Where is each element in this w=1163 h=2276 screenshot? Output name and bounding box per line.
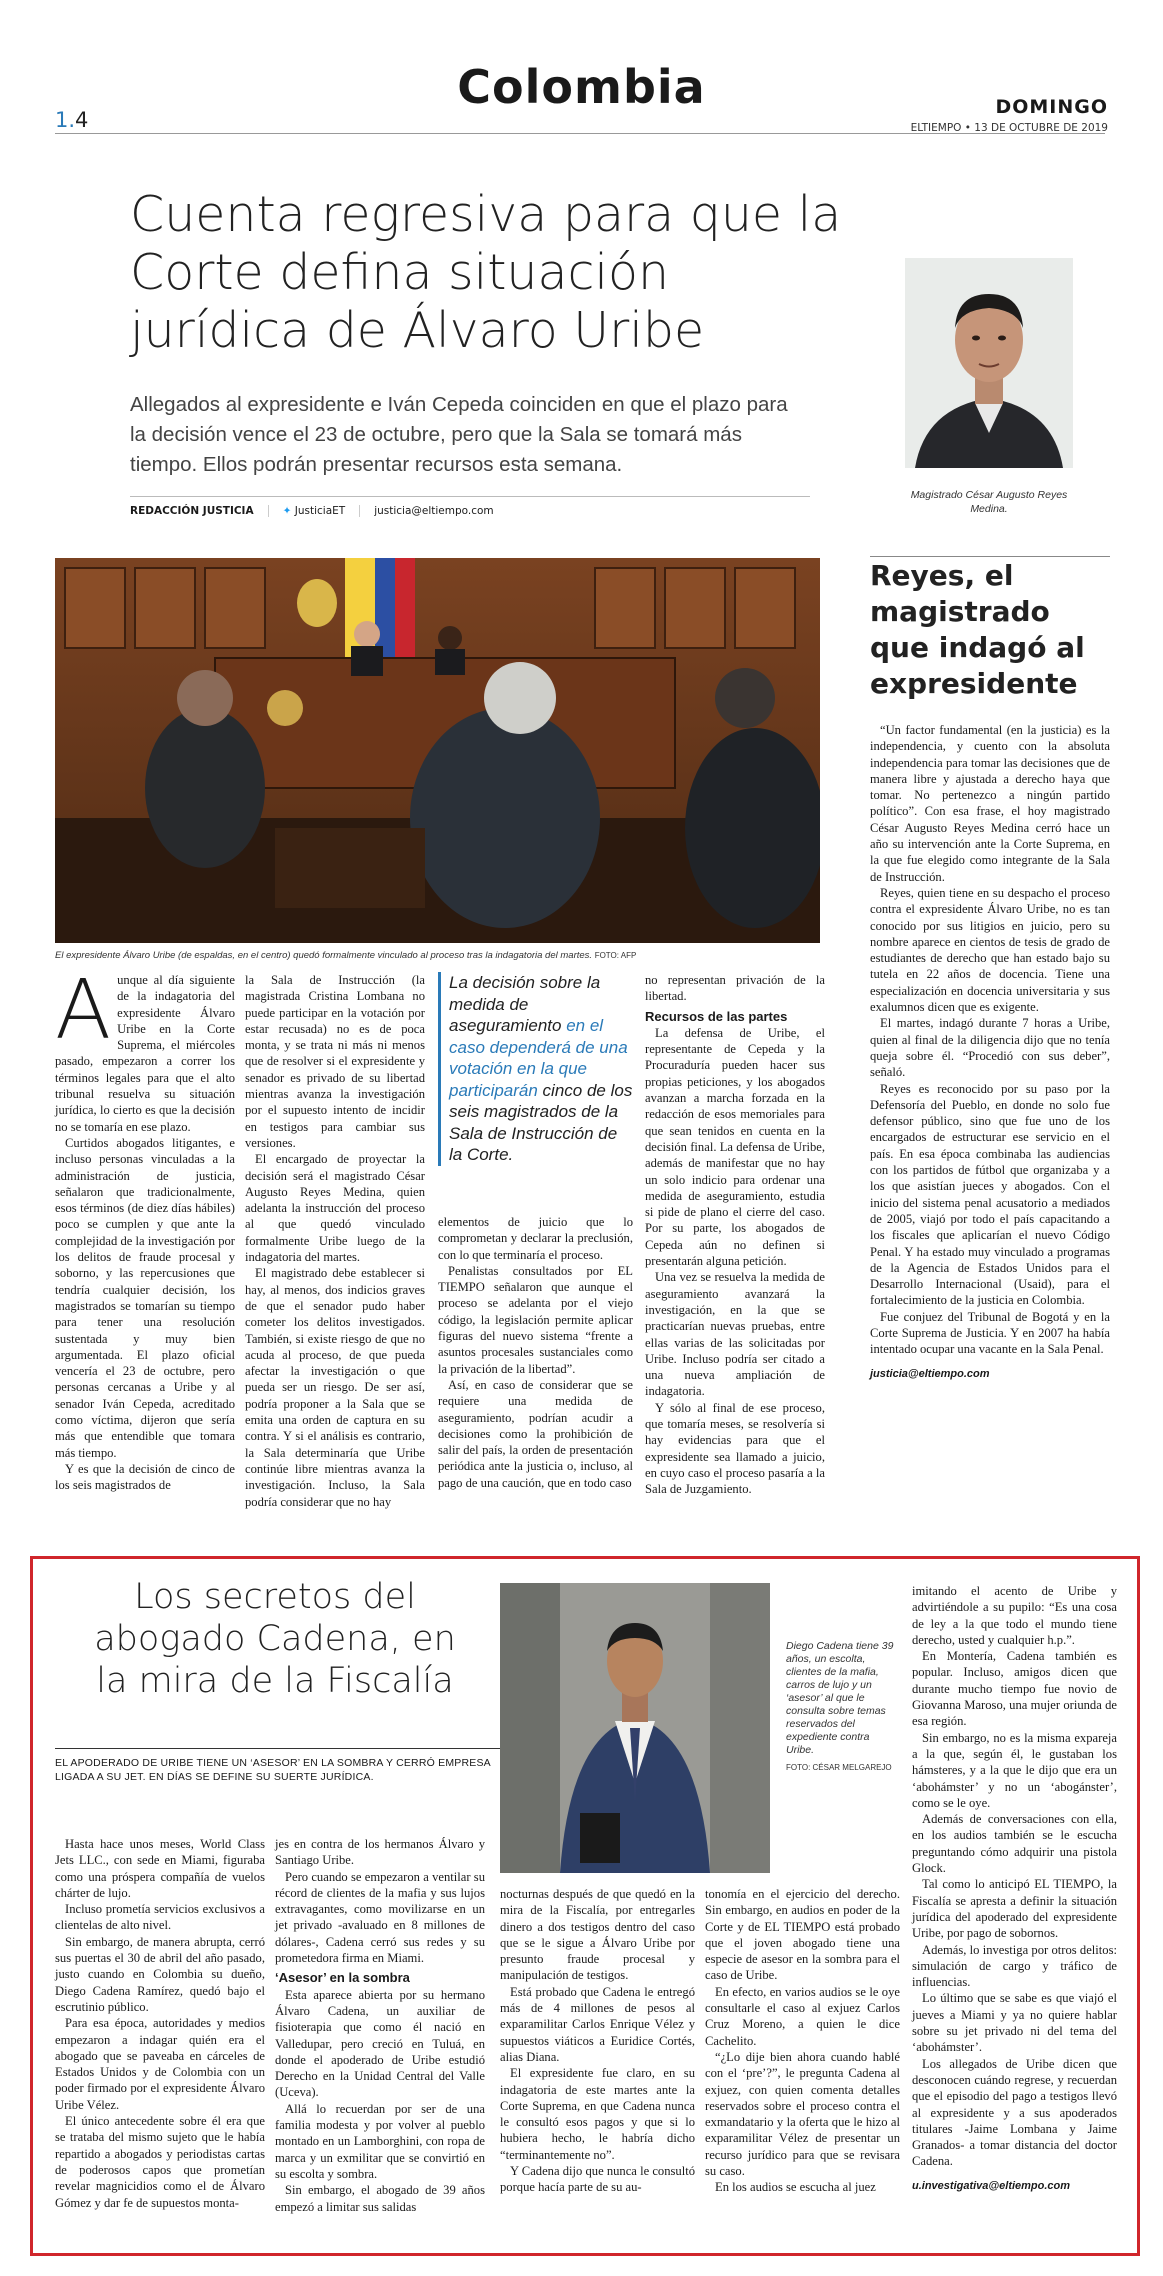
paragraph: En los audios se escucha al juez	[715, 2180, 876, 2195]
paragraph: tonomía en el ejercicio del derecho. Sin embargo, en audios en poder de la Corte y de EL TIEMPO está probado que el joven abogado tiene una especie de asesor en la sombra para el caso de Uribe.	[705, 1887, 900, 1983]
side-signature[interactable]: justicia@eltiempo.com	[870, 1367, 990, 1380]
paragraph: Así, en caso de considerar que se requiere una medida de aseguramiento, podrían acudir a decisiones como la prohibición de salir del país, la orden de presentación periódica ante la justicia o, incluso, al pago de una caución, que en todo caso	[438, 1377, 633, 1490]
paragraph: “¿Lo dije bien ahora cuando hablé con el ‘pre’?”, le pregunta Cadena al exjuez, con quien comenta detalles reservados sobre el proceso contra el exmandatario y la oferta que le hizo al exparamilitar Vélez de presentar un recurso jurídico para que se revisara su caso.	[705, 2049, 900, 2179]
paragraph: Para esa época, autoridades y medios empezaron a indagar quién era el abogado que se paveaba en cárceles de Estados Unidos y de Colombia con un poder firmado por el expresidente Álvaro Uribe Vélez.	[55, 2016, 265, 2112]
pull-quote-part-c: cinco de los seis magistrados de la Sala de Instrucción de la Corte.	[449, 1080, 633, 1164]
headline: Cuenta regresiva para que la Corte defina situación jurídica de Álvaro Uribe	[130, 186, 842, 359]
cadena-photo	[500, 1583, 770, 1873]
paragraph: Hasta hace unos meses, World Class Jets LLC., con sede en Miami, figuraba como una próspera compañía de vuelos chárter de lujo.	[55, 1837, 265, 1900]
byline-email[interactable]: justicia@eltiempo.com	[374, 505, 494, 517]
twitter-handle: JusticiaET	[294, 505, 346, 517]
portrait-illustration	[905, 258, 1073, 468]
box-photo-credit: FOTO: CÉSAR MELGAREJO	[786, 1763, 892, 1772]
pull-quote-part-a: La decisión sobre la medida de aseguramiento	[449, 973, 601, 1035]
box-photo-caption-text: Diego Cadena tiene 39 años, un escolta, clientes de la mafia, carros de lujo y un ‘asesor’ al que le consulta sobre temas reservados del expediente contra Uribe.	[786, 1640, 894, 1756]
paragraph: Está probado que Cadena le entregó más de 4 millones de pesos al exparamilitar Carlos Enrique Vélez y supuestos viáticos a Euridice Cortés, alias Diana.	[500, 1984, 695, 2064]
box-column-4	[705, 1886, 900, 2196]
section-title: Colombia	[457, 60, 706, 114]
article-column-1	[55, 963, 235, 1494]
court-hearing-illustration	[55, 558, 820, 943]
paragraph: El magistrado debe establecer si hay, al menos, dos indicios graves de que el senador pudo haber cometer los delitos investigados. También, si existe riesgo de que no acuda al proceso, de que pueda afectar la investigación o que pueda ser un riesgo. De ser así, podría proponer a la Sala que se emita una orden de captura en su contra. Y si el análisis es contrario, la Sala determinaría que Uribe continúe libre mientras avanza la investigación. Incluso, la Sala podría considerar que no hay	[245, 1266, 425, 1509]
byline-desk: REDACCIÓN JUSTICIA	[130, 505, 269, 517]
paragraph: En Montería, Cadena también es popular. Incluso, amigos dicen que durante mucho tiempo fue novio de Giovanna Maroso, una mujer oriunda de esa región.	[912, 1649, 1117, 1729]
byline	[130, 496, 810, 517]
twitter-icon: ✦	[282, 505, 292, 517]
paragraph: Sin embargo, de manera abrupta, cerró sus puertas el 30 de abril del año pasado, justo cuando en Colombia su dueño, Diego Cadena Ramírez, quedó bajo el escrutinio público.	[55, 1934, 265, 2014]
paragraph: Y Cadena dijo que nunca le consultó porque hacía parte de su au-	[500, 2164, 695, 2195]
side-rule	[870, 556, 1110, 557]
paragraph: El encargado de proyectar la decisión será el magistrado César Augusto Reyes Medina, quien adelanta la instrucción del proceso al que quedó vinculado formalmente Uribe luego de la indagatoria del martes.	[245, 1152, 425, 1265]
court-hearing-photo	[55, 558, 820, 943]
box-column-5	[912, 1583, 1117, 2194]
box-column-2	[275, 1836, 485, 2215]
photo-caption	[55, 950, 820, 961]
page-number-prefix: 1.	[55, 108, 76, 132]
paragraph: Además de conversaciones con ella, en los audios también se le escucha preguntando cómo adquirir una pistola Glock.	[912, 1812, 1117, 1876]
paragraph: unque al día siguiente de la indagatoria del expresidente Álvaro Uribe en la Corte Suprema, el miércoles pasado, empezaron a correr los términos legales para que el alto tribunal resuelva su situación jurídica, lo cierto es que la decisión no se tomaría en ese plazo.	[55, 973, 235, 1134]
box-column-3	[500, 1886, 695, 2196]
day-label: DOMINGO	[995, 96, 1108, 118]
dateline: ELTIEMPO • 13 DE OCTUBRE DE 2019	[910, 122, 1108, 134]
paragraph: la Sala de Instrucción (la magistrada Cristina Lombana no puede participar en la votación por estar recusada) no es de poca monta, y se trata ni más ni menos que de resolver si el expresidente y senador es privado de su libertad mientras avanza la investigación por el supuesto intento de incidir en testigos para cambiar sus versiones.	[245, 973, 425, 1150]
paragraph: En efecto, en varios audios se le oye consultarle el caso al exjuez Carlos Cruz Moreno, a quien le dice Cachelito.	[705, 1984, 900, 2048]
paragraph: Incluso prometía servicios exclusivos a clientelas de alto nivel.	[55, 1902, 265, 1933]
header-rule	[55, 133, 1105, 134]
paragraph: Tal como lo anticipó EL TIEMPO, la Fiscalía se apresta a definir la situación jurídica del apoderado del expresidente Uribe, por pago de sobornos.	[912, 1877, 1117, 1941]
photo-caption-text: El expresidente Álvaro Uribe (de espaldas, en el centro) quedó formalmente vinculado al proceso tras la indagatoria del martes.	[55, 950, 593, 961]
article-column-2	[245, 972, 425, 1510]
paragraph: Una vez se resuelva la medida de aseguramiento avanzará la investigación, en la que se practicarían nuevas pruebas, entre ellas varias de las solicitadas por Uribe. Incluso podría ser citado a una nueva ampliación de indagatoria.	[645, 1270, 825, 1399]
byline-twitter[interactable]	[283, 505, 361, 517]
paragraph: Reyes es reconocido por su paso por la Defensoría del Pueblo, en donde no solo fue defensor público, sino que fue uno de los encargados de estructurar ese servicio en el país. En esa época combinaba las audiencias con los partidos de fútbol que organizaba y a los que asistían jueces y abogados. Con el inicio del sistema penal acusatorio a mediados de 2005, viajó por todo el país capacitando a los fiscales que aplicarían el nuevo Código Penal. Y ha estado muy vinculado a programas de la Agencia de Estados Unidos para el Desarrollo Internacional (Usaid), para el fortalecimiento de la justicia en Colombia.	[870, 1081, 1110, 1308]
paragraph: Y es que la decisión de cinco de los seis magistrados de	[55, 1461, 235, 1493]
box-title: Los secretos del abogado Cadena, en la mira de la Fiscalía	[94, 1577, 456, 1701]
side-story-title: Reyes, el magistrado que indagó al expresidente	[870, 559, 1085, 700]
side-story-body	[870, 722, 1110, 1382]
paragraph: Esta aparece abierta por su hermano Álvaro Cadena, un auxiliar de fisioterapia que como él nació en Valledupar, pero creció en Tuluá, en donde el apoderado de Uribe estudió Derecho en la Unidad Central del Valle (Uceva).	[275, 1987, 485, 2100]
paragraph: imitando el acento de Uribe y advirtiéndole a su pupilo: “Es una cosa de ley a la que todo el mundo tiene derecho, usted y cualquier h.p.”.	[912, 1584, 1117, 1647]
portrait-caption: Magistrado César Augusto Reyes Medina.	[910, 489, 1068, 515]
portrait-photo	[905, 258, 1073, 468]
paragraph: Y sólo al final de ese proceso, que tomaría meses, se resolvería si hay evidencias para que el expresidente sea llamado a juicio, en cuyo caso el proceso pasaría a la Sala de Juzgamiento.	[645, 1400, 825, 1497]
paragraph: Penalistas consultados por EL TIEMPO señalaron que aunque el proceso se adelanta por el viejo código, la legislación permite aplicar figuras del nuevo sistema “frente a asuntos procesales sustanciales como la privación de la libertad”.	[438, 1263, 633, 1376]
paragraph: no representan privación de la libertad.	[645, 973, 825, 1004]
paragraph: Sin embargo, no es la misma expareja a la que, según él, le gustaban los hámsteres, y a la que le dijo que era un ‘abohámster’ y no un ‘abogánster’, como se le oye.	[912, 1730, 1117, 1810]
paragraph: Los allegados de Uribe dicen que desconocen cuándo regrese, y recuerdan que el episodio del pago a testigos llevó al expresidente y a sus apoderados titulares -Jaime Lombana y Jaime Granados- a tomar distancia del doctor Cadena.	[912, 2056, 1117, 2169]
paragraph: El martes, indagó durante 7 horas a Uribe, quien al final de la diligencia dijo que no tenía queja sobre él. “Procedió con sus deber”, señaló.	[870, 1016, 1110, 1080]
article-column-4	[645, 972, 825, 1498]
paragraph: Curtidos abogados litigantes, e incluso personas vinculadas a la administración de justicia, señalaron que tradicionalmente, esos términos (de diez días hábiles) poco se cumplen y que ante la complejidad de la investigación por los delitos de fraude procesal y soborno, y las repercusiones que tendría cualquier decisión, los magistrados se tomarían su tiempo para tener una resolución sustentada y muy bien argumentada. El plazo oficial vencería el 23 de octubre, pero personas cercanas a Uribe y al senador Iván Cepeda, acreditado como víctima, dijeron que sería más que entendible que tomara más tiempo.	[55, 1135, 235, 1460]
cadena-illustration	[500, 1583, 770, 1873]
paragraph: Sin embargo, el abogado de 39 años empezó a limitar sus salidas	[275, 2183, 485, 2214]
paragraph: Fue conjuez del Tribunal de Bogotá y en la Corte Suprema de Justicia. Y en 2007 ha había intentado ocupar una vacante en la Sala Penal.	[870, 1309, 1110, 1357]
paragraph: Además, lo investiga por otros delitos: simulación de cargo y tráfico de influencias.	[912, 1942, 1117, 1990]
paragraph: Pero cuando se empezaron a ventilar su récord de clientes de la mafia y sus lujos extravagantes, como movilizarse en un jet privado -avaluado en 8 millones de dólares-, Cadena cerró sus redes y su prometedora firma en Miami.	[275, 1869, 485, 1966]
lead-paragraph: Allegados al expresidente e Iván Cepeda coinciden en que el plazo para la decisión vence el 23 de octubre, pero que la Sala se tomará más tiempo. Ellos podrán presentar recursos esta semana.	[130, 393, 788, 476]
subheading: Recursos de las partes	[645, 1008, 788, 1024]
paragraph: Lo último que se sabe es que viajó el jueves a Miami y ya no quiere hablar sobre su jet privado ni del tema del ‘abohámster’.	[912, 1991, 1117, 2055]
paragraph: nocturnas después de que quedó en la mira de la Fiscalía, por entregarles dinero a dos testigos dentro del caso que se le sigue a Álvaro Uribe por presunto fraude procesal y manipulación de testigos.	[500, 1887, 695, 1983]
box-signature[interactable]: u.investigativa@eltiempo.com	[912, 2179, 1071, 2192]
paragraph: Reyes, quien tiene en su despacho el proceso contra el expresidente Álvaro Uribe, no es tan conocido por sus litigios en juicio, pero su nombre aparece en cientos de tesis de grado de estudiantes de derecho que han estado bajo su tutela en 22 años de docencia. Tiene una especialización en docencia universitaria y sus exalumnos dicen que es exigente.	[870, 885, 1110, 1015]
paragraph: Allá lo recuerdan por ser de una familia modesta y por volver al pueblo montado en un Lamborghini, con ropa de marca y un exmilitar que se convirtió en su escolta y sombra.	[275, 2101, 485, 2181]
article-column-3	[438, 1214, 633, 1491]
box-photo-caption	[786, 1640, 896, 1774]
pull-quote	[438, 972, 633, 1166]
paragraph: El único antecedente sobre él era que se trataba del mismo sujeto que le había repartido a abogados y periodistas cartas de poderosos capos que prometían revelar magnicidios como el de Álvaro Gómez y dar fe de supuestos monta-	[55, 2114, 265, 2210]
paragraph: elementos de juicio que lo comprometan y declarar la preclusión, con lo que terminaría el proceso.	[438, 1215, 633, 1262]
paragraph: El expresidente fue claro, en su indagatoria de este martes ante la Corte Suprema, en que Cadena nunca le consultó esos pagos y que si lo hubiera hecho, le habría dicho “terminantemente no”.	[500, 2066, 695, 2162]
dropcap: A	[55, 963, 112, 1058]
photo-credit: FOTO: AFP	[594, 951, 637, 960]
paragraph: jes en contra de los hermanos Álvaro y Santiago Uribe.	[275, 1837, 485, 1868]
paragraph: La defensa de Uribe, el representante de Cepeda y la Procuraduría pueden hacer sus propias peticiones, y los abogados avanzan a marcha forzada en la redacción de esos memoriales para que sean tenidos en cuenta en la decisión final. La defensa de Uribe, además de manifestar que no hay un solo indicio para ordenar una medida de aseguramiento, estudia si pide de plano el cierre del caso. Por su parte, los abogados de Cepeda aún no definen si presentarán alguna petición.	[645, 1025, 825, 1269]
subheading: ‘Asesor’ en la sombra	[275, 1970, 410, 1986]
box-deck: EL APODERADO DE URIBE TIENE UN ‘ASESOR’ EN LA SOMBRA Y CERRÓ EMPRESA LIGADA A SU JET. EN DÍAS SE DEFINE SU SUERTE JURÍDICA.	[55, 1748, 505, 1784]
box-column-1	[55, 1836, 265, 2211]
pull-quote-highlight: en el caso dependerá de una votación en la que participarán	[449, 1016, 628, 1100]
paragraph: “Un factor fundamental (en la justicia) es la independencia, y cuento con la absoluta independencia para tomar las decisiones que de manera libre y ajustada a derecho haya que tomar. No pertenezco a ningún partido político”. Con esa frase, el hoy magistrado César Augusto Reyes Medina cerró hace un año su intervención ante la Corte Suprema, en la que fue elegido como integrante de la Sala de Instrucción.	[870, 723, 1110, 884]
page-number	[55, 108, 88, 132]
page-number-suffix: 4	[75, 108, 89, 132]
